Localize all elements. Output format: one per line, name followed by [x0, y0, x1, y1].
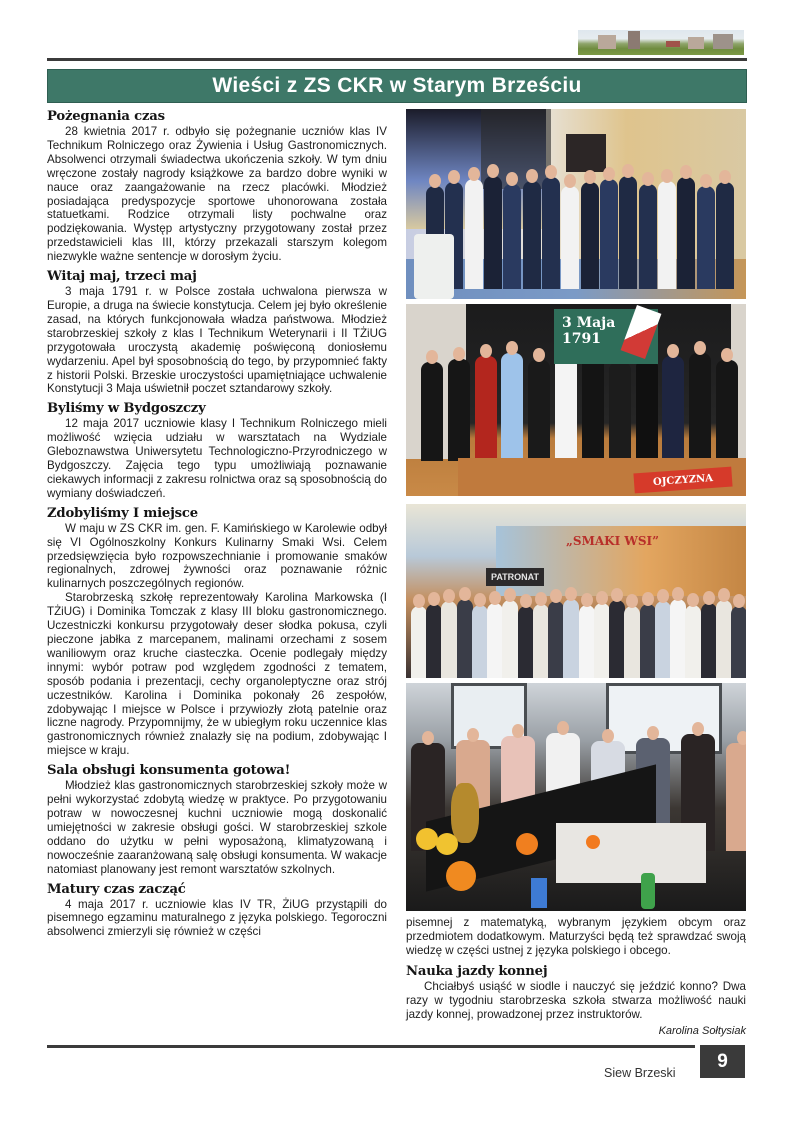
person-figure [716, 182, 734, 289]
person-head [428, 592, 440, 606]
person-head [611, 588, 623, 602]
podium [414, 234, 454, 299]
person-figure [484, 176, 502, 289]
person-head [487, 164, 499, 178]
person-figure [441, 601, 457, 678]
person-head [526, 169, 538, 183]
article-paragraph: 12 maja 2017 uczniowie klasy I Technikum Rolniczego mieli możliwość wzięcia udziału w warsztatach na Wydziale Gleboznawstwa Uniwersytetu Technologiczno-Przyrodniczego w Bydgoszczy. Zajęcia tego typu umożliwiają poznawanie ciekawych informacji z zakresu rolnictwa oraz są sposobnością do wymiany doświadczeń. [47, 417, 387, 500]
person-figure [457, 599, 473, 678]
person-figure [636, 359, 658, 461]
person-head [453, 347, 465, 361]
church-tower-shape [628, 31, 640, 49]
person-figure [421, 362, 443, 461]
person-figure [609, 600, 625, 678]
person-figure [465, 179, 483, 289]
top-rule [47, 58, 747, 61]
village-panorama-image [578, 30, 744, 55]
people-group [406, 504, 746, 678]
photo-bartending [406, 683, 746, 911]
orange [586, 835, 600, 849]
article-heading: Pożegnania czas [47, 109, 165, 124]
article-heading: Sala obsługi konsumenta gotowa! [47, 763, 291, 779]
photo-graduation [406, 109, 746, 299]
person-figure [658, 181, 676, 289]
photo-may-third [406, 304, 746, 496]
person-figure [448, 359, 470, 461]
person-head [489, 591, 501, 605]
person-head [581, 593, 593, 607]
person-head [468, 167, 480, 181]
person-figure [655, 601, 671, 678]
patronat-board [486, 568, 544, 586]
person-head [422, 731, 434, 745]
article-paragraph: Młodzież klas gastronomicznych starobrzeskiej szkoły może w pełni wykorzystać zdobytą wiedzę w praktyce. Po przygotowaniu potraw w nowoczesnej kuchni uczniowie mogą doskonalić umiejętności w zakresie obsługi gości. W starobrzeskiej szkole oddano do użytku w pełni wyposażoną, klimatyzowaną i nowocześnie zaaranżowaną salę obsługi konsumenta. W wakacje natomiast planowany jest remont warsztatów szkolnych. [47, 779, 387, 876]
person-head [737, 731, 746, 745]
person-head [535, 592, 547, 606]
article-paragraph: 3 maja 1791 r. w Polsce została uchwalona pierwsza w Europie, a druga na świecie konstytucja. Celem jej było określenie zasad, na których funkcjonowała władza państwowa. Młodzież starobrzeskiej szkoły z klas I Technikum Weterynarii i II TŻiUG przygotowała uroczystą akademię poświęconą doniosłemu wydarzeniu. Apel był sposobnością do tego, by przypomnieć fakty z historii Polski. Brzeskie uroczystości upamiętniające uchwalenie Konstytucji 3 Maja uświetnił poczet sztandarowy szkoły. [47, 285, 387, 396]
person-head [700, 174, 712, 188]
person-figure [542, 177, 560, 289]
person-figure [619, 176, 637, 289]
person-head [564, 174, 576, 188]
person-figure [501, 353, 523, 461]
house-shape [598, 35, 616, 49]
person-figure [600, 179, 618, 289]
person-head [413, 594, 425, 608]
person-figure [639, 184, 657, 289]
orange [516, 833, 538, 855]
person-figure [677, 177, 695, 289]
person-figure [716, 360, 738, 461]
person-figure [640, 604, 656, 678]
person-figure [555, 357, 577, 461]
person-figure [533, 604, 549, 678]
person-head [520, 594, 532, 608]
person-head [459, 587, 471, 601]
person-figure [426, 604, 442, 678]
banner-text: 3 Maja [562, 315, 616, 331]
photo-contest [406, 504, 746, 678]
article-heading: Byliśmy w Bydgoszczy [47, 401, 206, 417]
person-figure [581, 182, 599, 289]
article-horse-riding [406, 963, 746, 1022]
person-figure [697, 186, 715, 290]
article-may-third [47, 268, 387, 396]
person-head [443, 589, 455, 603]
pineapple [451, 783, 479, 843]
article-first-place [47, 505, 387, 758]
article-heading: Witaj maj, trzeci maj [47, 269, 197, 285]
person-figure [716, 600, 732, 678]
article-matura [47, 881, 387, 940]
person-figure [561, 186, 579, 290]
person-figure [411, 606, 427, 678]
article-bydgoszcz [47, 400, 387, 500]
sign-text: OJCZYZNA [652, 472, 714, 488]
person-head [733, 594, 745, 608]
person-figure [685, 605, 701, 678]
person-figure [475, 356, 497, 461]
person-head [565, 587, 577, 601]
person-head [718, 588, 730, 602]
article-paragraph: Starobrzeską szkołę reprezentowały Karolina Markowska (I TŻiUG) i Dominika Tomczak z klasy III bloku gastronomicznego. Uczestniczki konkursu przygotowały deser słodka pokusa, czyli pieczone jabłka z marcepanem, malinami orzechami z sosem waniliowym oraz kruche ciasteczka. Ocenie podlegały między innymi: wybór potraw pod względem zgodności z tematem, sposób podania i prezentacji, cechy organoleptyczne oraz strój uczestników. Karolina i Dominika pokonały 26 zespołów, zdobywając I miejsce w Polsce i przywiozły złotą patelnie oraz liczne nagrody. Przypomnijmy, że w ubiegłym roku uczennice klas gastronomicznych również znalazły się na podium, zdobywając I miejsce w kraju. [47, 591, 387, 758]
person-figure [609, 362, 631, 461]
article-paragraph: pisemnej z matematyką, wybranym językiem obcym oraz przedmiotem dodatkowym. Maturzyści będą też sprawdzać swoją wiedzę w części ustnej z języka polskiego i obcego. [406, 916, 746, 957]
person-figure [548, 601, 564, 678]
person-head [642, 172, 654, 186]
person-head [626, 594, 638, 608]
bottom-rule [47, 1045, 695, 1048]
article-matura-continued [406, 916, 746, 958]
article-heading: Nauka jazdy konnej [406, 963, 548, 979]
person-head [467, 728, 479, 742]
person-head [584, 170, 596, 184]
person-figure [487, 603, 503, 678]
person-figure [523, 181, 541, 289]
roof-shape [666, 41, 680, 47]
person-figure [563, 599, 579, 678]
section-title: Wieści z ZS CKR w Starym Brześciu [212, 74, 582, 97]
lemon [416, 828, 438, 850]
person-head [647, 726, 659, 740]
article-paragraph: W maju w ZS CKR im. gen. F. Kamińskiego w Karolewie odbył się VI Ogólnoszkolny Konkurs Kulinarny Smaki Wsi. Celem przedsięwzięcia było rozpowszechnianie i promowanie smaków regionalnych, zdrowej żywności oraz poznawanie różnic kulinarnych poszczególnych regionów. [47, 521, 387, 591]
person-head [557, 721, 569, 735]
bottle [641, 873, 655, 909]
person-head [642, 592, 654, 606]
person-figure [670, 599, 686, 678]
lemon [436, 833, 458, 855]
orange [446, 861, 476, 891]
house-shape [713, 34, 733, 49]
person-head [474, 593, 486, 607]
left-column [47, 108, 387, 943]
person-head [703, 591, 715, 605]
person-figure [594, 603, 610, 678]
person-head [506, 172, 518, 186]
person-head [603, 167, 615, 181]
article-paragraph: 28 kwietnia 2017 r. odbyło się pożegnanie uczniów klas IV Technikum Rolniczego oraz Żywienia i Usług Gastronomicznych. Absolwenci otrzymali świadectwa ukończenia szkoły. W tym dniu wręczone zostały nagrody książkowe za bardzo dobre wyniki w nauce oraz zaangażowanie na rzecz placówki. Młodzież posiadająca predyspozycje sportowe uhonorowana została statuetkami. Rodzice otrzymali listy pochwalne oraz podziękowania. Występ artystyczny przygotowany został przez przedstawicieli klas III, którzy przekazali starszym kolegom niezwykle ważne sentencje w dorosłym życiu. [47, 125, 387, 264]
person-head [426, 350, 438, 364]
right-column-text [406, 916, 746, 1038]
publication-name: Siew Brzeski [604, 1066, 676, 1080]
person-head [661, 169, 673, 183]
banner-year: 1791 [562, 331, 601, 347]
person-figure [624, 606, 640, 678]
person-figure [528, 360, 550, 461]
person-head [480, 344, 492, 358]
person-head [622, 164, 634, 178]
juice-box [531, 878, 547, 908]
workstation [556, 823, 706, 883]
article-heading: Zdobyliśmy I miejsce [47, 505, 198, 521]
page-number: 9 [700, 1045, 745, 1078]
people-group [406, 109, 746, 299]
contest-banner-text: „SMAKI WSI” [566, 534, 660, 548]
person-figure [502, 600, 518, 678]
person-figure [582, 354, 604, 461]
person-figure [662, 356, 684, 461]
article-heading: Matury czas zacząć [47, 881, 186, 897]
person-figure [701, 603, 717, 678]
house-shape [688, 37, 704, 49]
patronat-text: PATRONAT [491, 572, 539, 582]
person-figure [731, 606, 746, 678]
person-head [687, 593, 699, 607]
person-figure [518, 606, 534, 678]
article-paragraph: Chciałbyś usiąść w siodle i nauczyć się jeździć konno? Dwa razy w tygodniu starobrzeska szkoła stwarza możliwość nauki jazdy konnej, prowadzonej przez instruktorów. [406, 979, 746, 1021]
person-head [672, 587, 684, 601]
person-head [429, 174, 441, 188]
article-paragraph: 4 maja 2017 r. uczniowie klas IV TR, ŻiUG przystąpili do pisemnego egzaminu maturalnego z języka polskiego. Tegoroczni absolwenci zmierzyli się również w części [47, 897, 387, 939]
person-figure [472, 605, 488, 678]
person-head [596, 591, 608, 605]
person-head [504, 588, 516, 602]
author-signature: Karolina Sołtysiak [658, 1025, 746, 1038]
person-figure [503, 184, 521, 289]
person-figure [726, 743, 746, 851]
person-figure [579, 605, 595, 678]
person-figure [689, 353, 711, 461]
section-title-bar [47, 69, 747, 103]
article-service-room [47, 762, 387, 876]
person-head [694, 341, 706, 355]
article-farewell [47, 108, 387, 264]
